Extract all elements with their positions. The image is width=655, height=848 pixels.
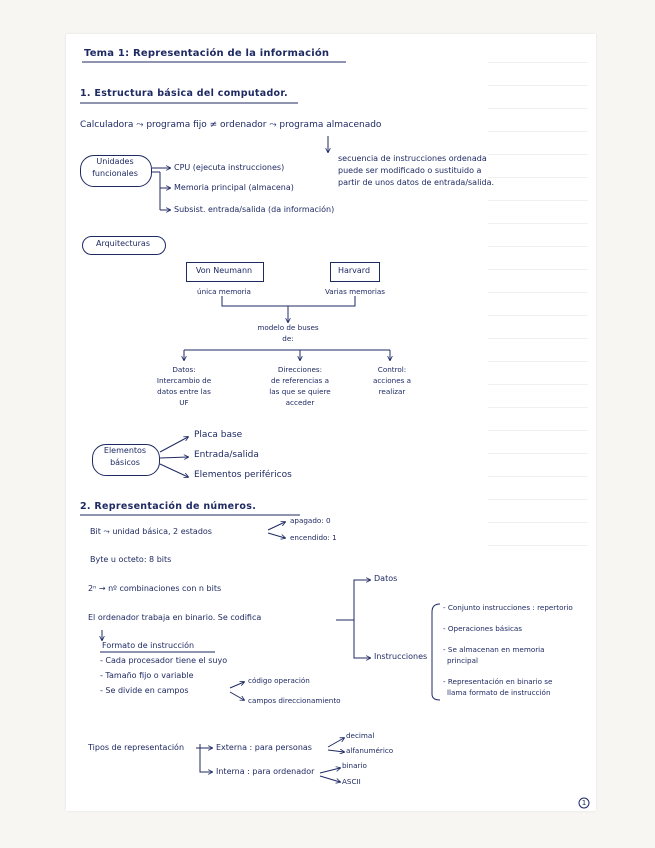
section1-heading: 1. Estructura básica del computador. — [80, 88, 288, 99]
element-io: Entrada/salida — [194, 450, 259, 460]
bus-ctrl-3: realizar — [378, 387, 406, 396]
element-peripherals: Elementos periféricos — [194, 470, 292, 480]
internal-ascii: ASCII — [342, 777, 361, 786]
unit-io: Subsist. entrada/salida (da información) — [174, 205, 335, 214]
instr-note-3a: - Se almacenan en memoria — [443, 645, 545, 654]
bus-addr-3: las que se quiere — [269, 387, 331, 396]
bus-ctrl-1: Control: — [377, 365, 407, 374]
field-opcode: código operación — [248, 676, 310, 685]
instr-note-2: - Operaciones básicas — [443, 624, 523, 633]
byte-line: Byte u octeto: 8 bits — [90, 555, 172, 564]
instr-note-1: - Conjunto instrucciones : repertorio — [443, 603, 573, 612]
harvard-label: Harvard — [337, 266, 371, 275]
elements-label-2: básicos — [110, 458, 140, 467]
format-item-3: - Se divide en campos — [100, 686, 189, 695]
binary-line: El ordenador trabaja en binario. Se codifica — [88, 613, 262, 622]
instr-note-3b: principal — [447, 656, 478, 665]
show-through-lines — [488, 40, 588, 560]
external-alphanumeric: alfanumérico — [346, 746, 394, 755]
internal-binary: binario — [342, 761, 367, 770]
element-motherboard: Placa base — [194, 430, 243, 440]
bus-data-2: Intercambio de — [156, 376, 212, 385]
datos-label: Datos — [374, 574, 398, 583]
bus-addr-1: Direcciones: — [277, 365, 323, 374]
bit-state-off: apagado: 0 — [290, 516, 331, 525]
unit-memory: Memoria principal (almacena) — [174, 183, 294, 192]
program-def-2: puede ser modificado o sustituido a — [338, 166, 482, 175]
elements-label-1: Elementos — [103, 446, 147, 455]
format-item-1: - Cada procesador tiene el suyo — [100, 656, 228, 665]
combinations-line: 2ⁿ → nº combinaciones con n bits — [88, 584, 222, 593]
harvard-desc: Varias memorias — [324, 287, 386, 296]
program-def-3: partir de unos datos de entrada/salida. — [338, 178, 495, 187]
bit-line: Bit ⤳ unidad básica, 2 estados — [90, 527, 212, 536]
page-title: Tema 1: Representación de la información — [84, 48, 330, 59]
units-label-2: funcionales — [92, 169, 138, 178]
instr-note-4b: llama formato de instrucción — [447, 688, 551, 697]
bus-addr-4: acceder — [285, 398, 315, 407]
repr-external: Externa : para personas — [216, 743, 312, 752]
repr-internal: Interna : para ordenador — [216, 767, 315, 776]
field-addressing: campos direccionamiento — [248, 696, 341, 705]
von-neumann-desc: única memoria — [197, 287, 251, 296]
unit-cpu: CPU (ejecuta instrucciones) — [174, 163, 285, 172]
section2-heading: 2. Representación de números. — [80, 501, 257, 512]
page-number: 1 — [581, 798, 587, 807]
bus-model-1: modelo de buses — [257, 323, 319, 332]
format-title: Formato de instrucción — [102, 641, 195, 650]
bit-state-on: encendido: 1 — [290, 533, 337, 542]
architectures-label: Arquitecturas — [95, 239, 150, 248]
evolution-line: Calculadora ⤳ programa fijo ≠ ordenador ⤳ programa almacenado — [80, 120, 382, 130]
repr-types: Tipos de representación — [88, 743, 185, 752]
bus-data-3: datos entre las — [157, 387, 211, 396]
bus-data-4: UF — [179, 398, 189, 407]
units-label-1: Unidades — [96, 157, 134, 166]
bus-data-1: Datos: — [172, 365, 196, 374]
von-neumann-label: Von Neumann — [195, 266, 253, 275]
program-def-1: secuencia de instrucciones ordenada — [338, 154, 487, 163]
external-decimal: decimal — [346, 731, 375, 740]
bus-addr-2: de referencias a — [270, 376, 329, 385]
bus-model-2: de: — [282, 334, 294, 343]
instr-note-4a: - Representación en binario se — [443, 677, 553, 686]
instrucciones-label: Instrucciones — [374, 652, 428, 661]
format-item-2: - Tamaño fijo o variable — [100, 671, 194, 680]
bus-ctrl-2: acciones a — [372, 376, 412, 385]
